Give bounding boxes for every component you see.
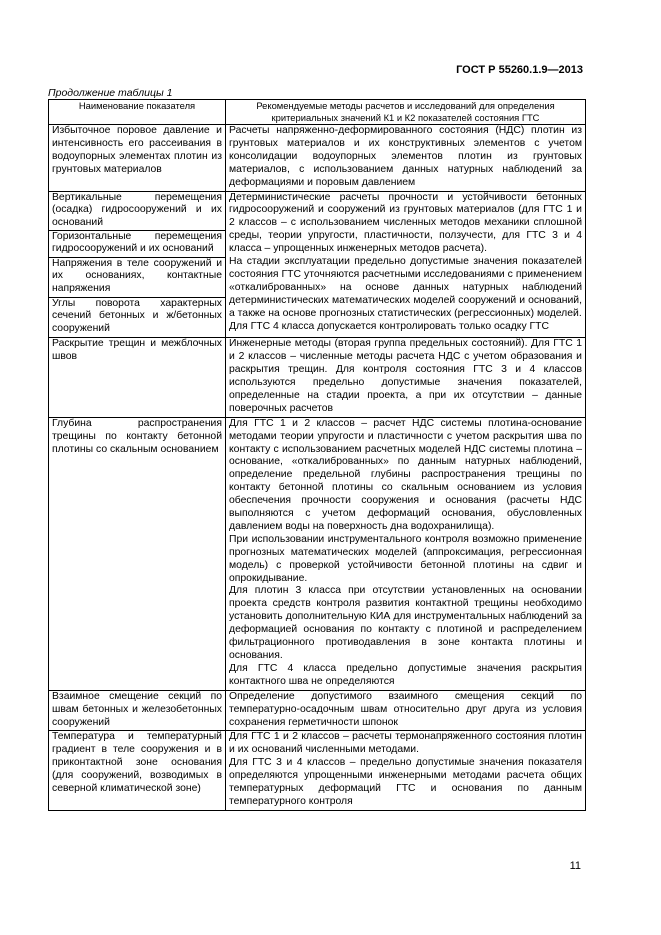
methods-paragraph: Для ГТС 1 и 2 классов – расчеты термонапряженного состояния плотин и их оснований численными методами.: [229, 731, 582, 756]
indicator-subitem: Напряжения в теле сооружений и их основаниях, контактные напряжения: [49, 257, 225, 297]
indicator-subitem: Вертикальные перемещения (осадка) гидросооружений и их оснований: [52, 191, 222, 229]
indicator-cell: Взаимное смещение секций по швам бетонных и железобетонных сооружений: [49, 690, 226, 731]
page-number: 11: [569, 860, 581, 872]
criteria-table: [48, 99, 586, 811]
methods-cell: [226, 191, 586, 338]
methods-paragraph: Для ГТС 4 класса допускается контролировать только осадку ГТС: [229, 320, 550, 332]
table-row: [49, 417, 586, 690]
methods-paragraph: Для ГТС 4 класса предельно допустимые значения раскрытия контактного шва не определяются: [229, 662, 582, 687]
methods-paragraph: При использовании инструментального контроля возможно применение прогнозных математических моделей (аппроксимация, регрессионная модель) с проверкой устойчивости бетонной плотины на сдвиг и опрокидывание.: [229, 533, 582, 584]
methods-paragraph: Для ГТС 3 и 4 классов – предельно допустимые значения показателя определяются упрощенными инженерными методами расчета общих температурных деформаций ГТС и основания по данным температурного контроля: [229, 757, 582, 807]
table-row: [49, 191, 586, 338]
methods-cell: [226, 731, 586, 810]
methods-cell: Определение допустимого взаимного смещения секций по температурно-осадочным швам относительно друг друга из условия сохранения герметичности шпонок: [226, 690, 586, 731]
table-header-row: [49, 100, 586, 125]
methods-paragraph: На стадии эксплуатации предельно допустимые значения показателей состояния ГТС уточняются расчетными исследованиями с применением «откалиброванных» на основе данных натурных наблюдений детерминистических математических моделей сооружений и оснований, а также на основе прогнозных статистических (регрессионных) моделей.: [229, 256, 582, 319]
table-row: [49, 125, 586, 192]
indicator-subitem: Горизонтальные перемещения гидросооружений и их оснований: [49, 230, 225, 257]
table-row: [49, 731, 586, 810]
table-row: [49, 690, 586, 731]
indicator-subitem: Углы поворота характерных сечений бетонных и ж/бетонных сооружений: [49, 297, 225, 337]
header-indicator-name: Наименование показателя: [49, 100, 226, 125]
indicator-cell: [49, 191, 226, 338]
header-methods: Рекомендуемые методы расчетов и исследований для определения критериальных значений К1 и К2 показателей состояния ГТС: [226, 100, 586, 125]
indicator-cell: Температура и температурный градиент в теле сооружения и в приконтактной зоне основания (для сооружений, возводимых в северной климатической зоне): [49, 731, 226, 810]
methods-paragraph: Для ГТС 1 и 2 классов – расчет НДС системы плотина-основание методами теории упругости и пластичности с учетом раскрытия шва по контакту с использованием расчетных моделей НДС системы плотина – основание, «откалиброванных» по данным натурных наблюдений, определение предельной глубины распространения трещины по контакту бетонной плотины со скальным основанием из условия обеспечения прочности сооружения и основания (расчеты НДС выполняются с учетом деформаций основания, обусловленных давлением воды на поверхность дна водохранилища).: [229, 417, 582, 532]
methods-cell: Инженерные методы (вторая группа предельных состояний). Для ГТС 1 и 2 классов – численные методы расчета НДС с учетом образования и раскрытия трещин. Для контроля состояния ГТС 3 и 4 классов используются предельно допустимые значения показателей, определенные на стадии проекта, а при их отсутствии – данные поверочных расчетов: [226, 338, 586, 417]
table-row: [49, 338, 586, 417]
methods-cell: [226, 417, 586, 690]
table-continuation-caption: Продолжение таблицы 1: [48, 87, 173, 99]
methods-paragraph: Детерминистические расчеты прочности и устойчивости бетонных гидросооружений и сооружений из грунтовых материалов (для ГТС 1 и 2 классов – с использованием численных методов механики сплошной среды, теории упругости, пластичности, ползучести, для ГТС 3 и 4 класса – упрощенных инженерных методов расчета).: [229, 191, 582, 255]
standard-designation: ГОСТ Р 55260.1.9—2013: [456, 64, 583, 76]
methods-cell: Расчеты напряженно-деформированного состояния (НДС) плотин из грунтовых материалов и их конструктивных элементов с учетом консолидации водоупорных элементов плотин из грунтовых материалов, с использованием данных натурных наблюдений за деформациями и поровым давлением: [226, 125, 586, 192]
indicator-cell: Избыточное поровое давление и интенсивность его рассеивания в водоупорных элементах плотин из грунтовых материалов: [49, 125, 226, 192]
indicator-cell: Раскрытие трещин и межблочных швов: [49, 338, 226, 417]
indicator-cell: Глубина распространения трещины по контакту бетонной плотины со скальным основанием: [49, 417, 226, 690]
methods-paragraph: Для плотин 3 класса при отсутствии установленных на основании проекта средств контроля развития контактной трещины необходимо установить дополнительную КИА для инструментальных наблюдений за деформацией основания по контакту с плотиной и распределением фильтрационного противодавления в зоне контакта плотины и основания.: [229, 585, 582, 661]
